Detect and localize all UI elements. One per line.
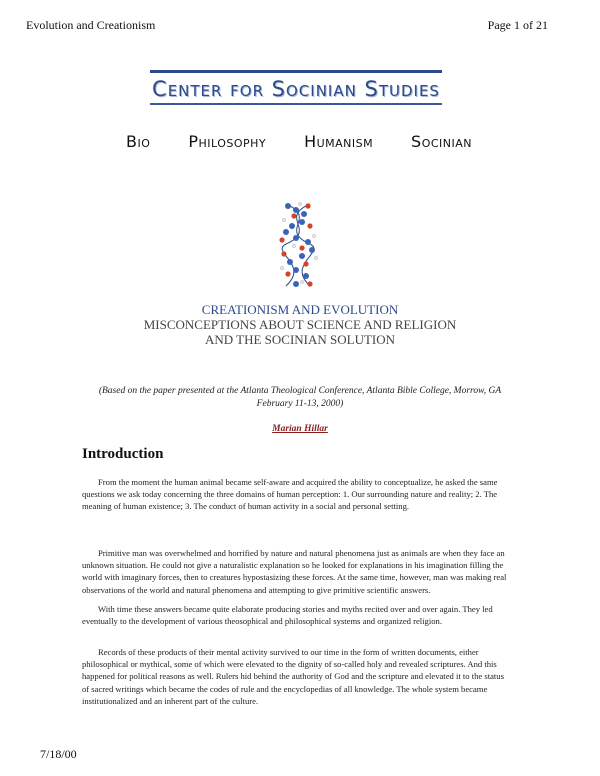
section-nav bbox=[126, 132, 472, 151]
banner-rule-bottom bbox=[150, 103, 442, 105]
article-subtitle: MISCONCEPTIONS ABOUT SCIENCE AND RELIGION bbox=[143, 317, 457, 332]
paragraph bbox=[82, 603, 512, 627]
document-title: Evolution and Creationism bbox=[26, 18, 156, 32]
section-heading: Introduction bbox=[82, 446, 164, 462]
paragraph bbox=[82, 547, 512, 596]
paragraph-text: From the moment the human animal became self-aware and acquired the ability to conceptualize, he asked the same questions we ask today concerning the three domains of human perception: 1. Our surrounding nature and reality; 2. The meaning of human existence; 3. The conduct of human activity in a social and personal setting. bbox=[82, 477, 498, 512]
paper-note: (Based on the paper presented at the Atlanta Theological Conference, Atlanta Bible College, Morrow, GA February 11-13, 2000) bbox=[98, 386, 502, 409]
print-date: 7/18/00 bbox=[40, 747, 77, 761]
nav-link-humanism[interactable]: Humanism bbox=[304, 132, 374, 151]
site-title: Center for Socinian Studies bbox=[152, 77, 440, 101]
paragraph bbox=[82, 476, 512, 513]
dna-helix-icon bbox=[266, 200, 330, 290]
nav-link-bio[interactable]: Bio bbox=[126, 132, 151, 151]
article-title: CREATIONISM AND EVOLUTION bbox=[201, 302, 399, 317]
nav-link-socinian[interactable]: Socinian bbox=[411, 132, 472, 151]
print-header bbox=[26, 18, 548, 34]
paragraph-text: Records of these products of their mental activity survived to our time in the form of written documents, either philosophical or mythical, some of which were elevated to the dignity of so-called holy and revealed scriptures. And this happened for political reasons as well. Rulers hid behind the authority of God and the scripture and elevated it to the status of sacred writings which became the codes of rule and the encyclopedias of all knowledge. The whole system became institutionalized and an inherent part of the culture. bbox=[82, 647, 504, 706]
author-link[interactable]: Marian Hillar bbox=[272, 424, 328, 434]
article-subtitle-2: AND THE SOCINIAN SOLUTION bbox=[204, 332, 396, 347]
page-number: Page 1 of 21 bbox=[487, 18, 548, 32]
paragraph-text: Primitive man was overwhelmed and horrified by nature and natural phenomena just as animals are when they face an unknown situation. He could not give a naturalistic explanation so he looked for explanations in his imagination filling the world with imaginary forces, then to creatures hypostasizing these forces. At the same time, however, man was making real observations of the world and natural phenomena and attempting to give primitive scientific answers. bbox=[82, 548, 507, 595]
paragraph-text: With time these answers became quite elaborate producing stories and myths recited over and over again. They led eventually to the development of various theosophical and philosophical systems and organized religion. bbox=[82, 604, 493, 627]
site-banner[interactable] bbox=[150, 70, 442, 105]
nav-link-philosophy[interactable]: Philosophy bbox=[188, 132, 267, 151]
author-byline bbox=[0, 424, 600, 434]
paragraph bbox=[82, 646, 512, 707]
